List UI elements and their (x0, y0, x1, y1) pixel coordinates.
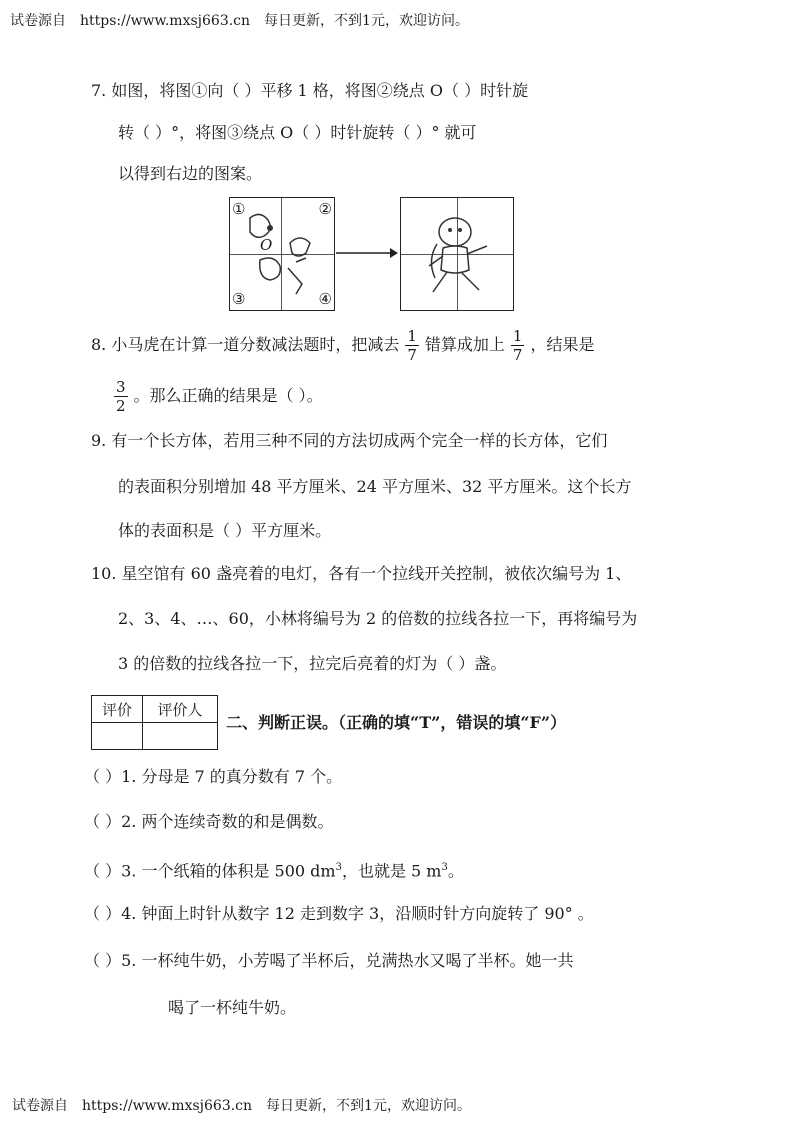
q8-fraction-1: $\frac{1}{7}$ (407, 327, 417, 364)
q7-line3: 以得到右边的图案。 (118, 164, 263, 183)
page-footer (12, 1095, 485, 1115)
footer-source: 试卷源自 (12, 1098, 68, 1114)
judge-item-4: （ ）4. 钟面上时针从数字 12 走到数字 3，沿顺时针方向旋转了 90° 。 (84, 904, 594, 923)
q8-part3: ，结果是 (530, 335, 595, 354)
q7-line2: 转（ ）°，将图③绕点 O（ ）时针旋转（ ）° 就可 (118, 123, 477, 142)
page-header (10, 10, 483, 30)
judge-item-3: （ ）3. 一个纸箱的体积是 500 $dm^3$，也就是 5 $m^3$。 (84, 861, 464, 881)
eval-cell-evaluator[interactable] (143, 723, 218, 750)
q8-line1 (91, 327, 594, 364)
point-o-label: O (260, 236, 273, 254)
label-3: ③ (232, 290, 246, 308)
figure-right-grid (400, 197, 514, 311)
eval-header-2: 评价人 (143, 696, 218, 723)
character-image (401, 198, 513, 310)
eval-header-1: 评价 (92, 696, 143, 723)
footer-url[interactable]: https://www.mxsj663.cn (82, 1098, 253, 1114)
q10-line2: 2、3、4、…、60，小林将编号为 2 的倍数的拉线各拉一下，再将编号为 (118, 609, 638, 628)
q8-part4: 。那么正确的结果是（ ）。 (133, 386, 323, 405)
judge-item-5: （ ）5. 一杯纯牛奶，小芳喝了半杯后，兑满热水又喝了半杯。她一共 (84, 951, 574, 970)
q8-part1: 8. 小马虎在计算一道分数减法题时，把减去 (91, 335, 400, 354)
evaluation-table (91, 695, 218, 750)
judge-item-5-cont: 喝了一杯纯牛奶。 (168, 998, 297, 1017)
q9-line3: 体的表面积是（ ）平方厘米。 (118, 521, 332, 540)
arrow-icon (336, 245, 398, 261)
q10-line3: 3 的倍数的拉线各拉一下，拉完后亮着的灯为（ ）盏。 (118, 654, 507, 673)
q7-line1: 7. 如图，将图①向（ ）平移 1 格，将图②绕点 O（ ）时针旋 (91, 81, 529, 100)
header-url[interactable]: https://www.mxsj663.cn (80, 13, 251, 29)
q8-fraction-3: $\frac{3}{2}$ (116, 378, 126, 415)
header-source: 试卷源自 (10, 13, 66, 29)
section2-title: 二、判断正误。（正确的填“T”，错误的填“F”） (226, 713, 567, 732)
footer-note: 每日更新，不到1元，欢迎访问。 (266, 1098, 471, 1114)
q9-line1: 9. 有一个长方体，若用三种不同的方法切成两个完全一样的长方体，它们 (91, 431, 608, 450)
judge-item-1: （ ）1. 分母是 7 的真分数有 7 个。 (84, 767, 343, 786)
q8-fraction-2: $\frac{1}{7}$ (512, 327, 523, 364)
figure-left-grid (229, 197, 335, 311)
header-note: 每日更新，不到1元，欢迎访问。 (264, 13, 469, 29)
scrambled-character-image (230, 198, 334, 310)
label-2: ② (318, 200, 332, 218)
label-4: ④ (318, 290, 332, 308)
q8-line2 (114, 378, 323, 415)
judge-item-2: （ ）2. 两个连续奇数的和是偶数。 (84, 812, 334, 831)
q8-part2: 错算成加上 (424, 335, 505, 354)
q9-line2: 的表面积分别增加 48 平方厘米、24 平方厘米、32 平方厘米。这个长方 (118, 477, 632, 496)
label-1: ① (232, 200, 246, 218)
eval-cell-score[interactable] (92, 723, 143, 750)
q10-line1: 10. 星空馆有 60 盏亮着的电灯，各有一个拉线开关控制，被依次编号为 1、 (91, 564, 632, 583)
